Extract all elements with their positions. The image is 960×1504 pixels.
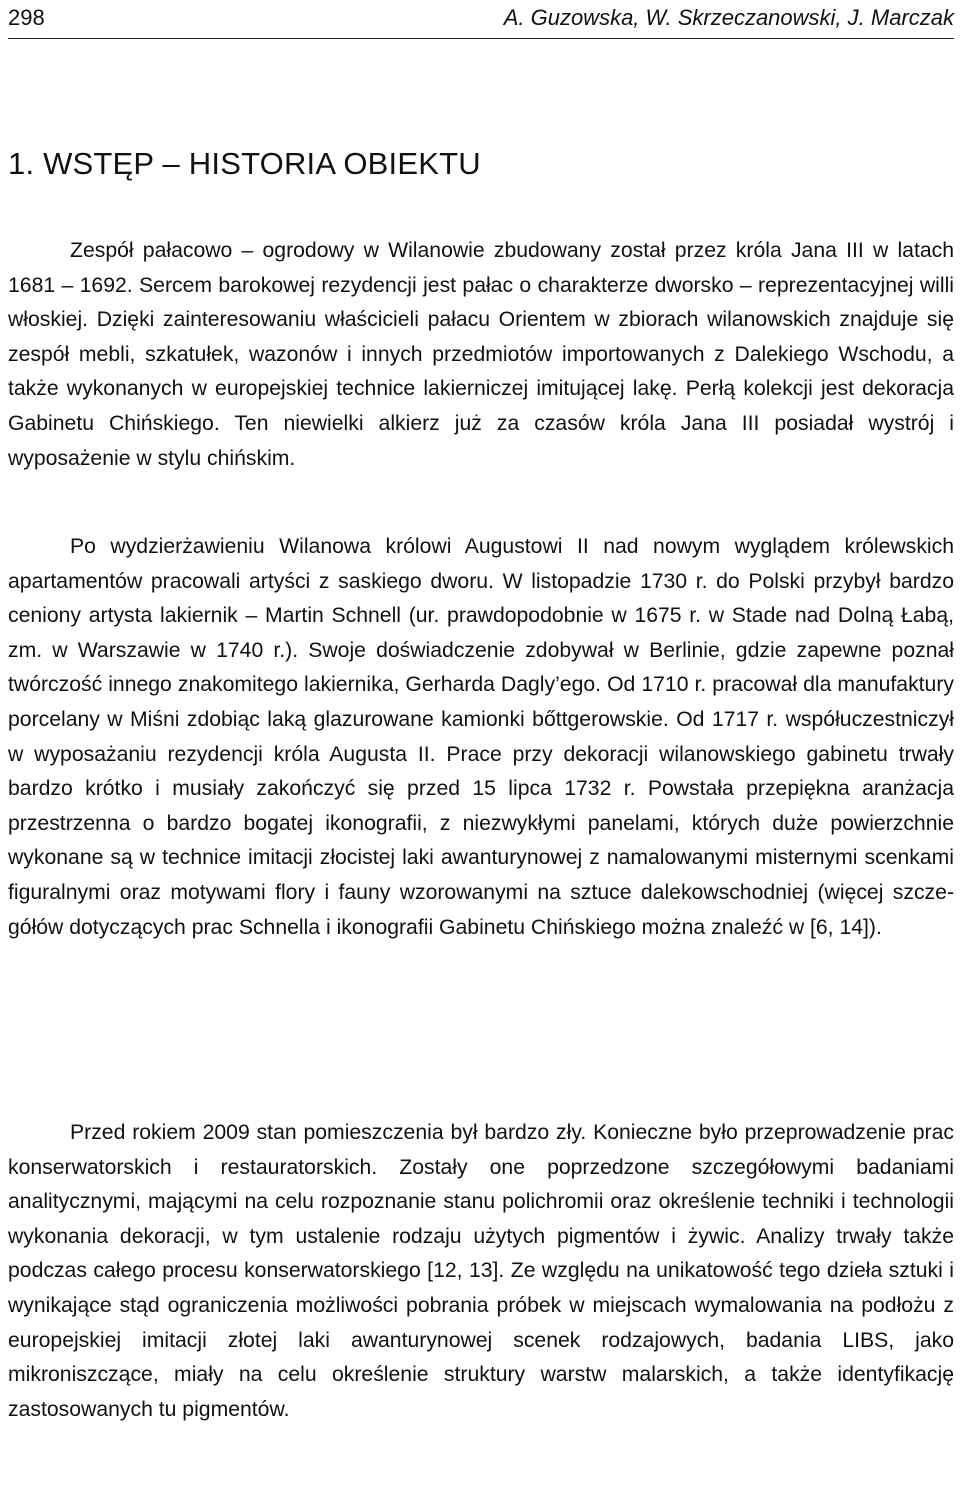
running-header <box>8 4 954 39</box>
paragraph-history: Po wydzierżawieniu Wilanowa królowi Augustowi II nad nowym wyglądem królewskich apartamentów pracowali artyści z saskiego dworu. W listopadzie 1730 r. do Polski przybył bardzo ceniony artysta lakiernik – Martin Schnell (ur. prawdopodobnie w 1675 r. w Stade nad Dolną Łabą, zm. w Warszawie w 1740 r.). Swoje doświadczenie zdobywał w Berlinie, gdzie zapewne poznał twórczość innego znakomitego lakiernika, Gerharda Dagly’ego. Od 1710 r. pracował dla manufaktury porcelany w Miśni zdobiąc laką glazurowane kamionki bőttgerowskie. Od 1717 r. współuczestniczył w wyposażaniu rezydencji króla Augusta II. Prace przy dekoracji wilanowskiego gabinetu trwały bardzo krótko i musiały zakończyć się przed 15 lipca 1732 r. Powstała przepiękna aranżacja przestrzenna o bardzo bogatej ikonografii, z niezwykłymi panelami, których duże powierzchnie wykonane są w technice imitacji złocistej laki awanturynowej z namalowanymi misternymi scenkami figuralnymi oraz motywami flory i fauny wzorowanymi na sztuce dalekowschodniej (więcej szczegółów dotyczących prac Schnella i ikonografii Gabinetu Chińskiego można znaleźć w [6, 14]). <box>8 535 954 939</box>
page-number: 298 <box>8 5 45 30</box>
paragraph-conservation: Przed rokiem 2009 stan pomieszczenia był bardzo zły. Konieczne było przeprowadzenie prac konserwatorskich i restauratorskich. Zostały one poprzedzone szczegółowymi badaniami analitycznymi, mającymi na celu rozpoznanie stanu polichromii oraz określenie techniki i technologii wykonania dekoracji, w tym ustalenie rodzaju użytych pigmentów i żywic. Analizy trwały także podczas całego procesu konserwatorskiego [12, 13]. Ze względu na unikatowość tego dzieła sztuki i wynikające stąd ograniczenia możliwości pobrania próbek w miejscach wymalowania na podłożu z europejskiej imitacji złotej laki awanturynowej scenek rodzajowych, badania LIBS, jako mikroniszczące, miały na celu określenie struktury warstw malarskich, a także identyfikację zastosowanych tu pigmentów. <box>8 1121 954 1421</box>
section-heading: 1. WSTĘP – HISTORIA OBIEKTU <box>8 146 481 181</box>
running-header-authors: A. Guzowska, W. Skrzeczanowski, J. Marczak <box>503 5 954 30</box>
paragraph-intro: Zespół pałacowo – ogrodowy w Wilanowie zbudowany został przez króla Jana III w latach 1681 – 1692. Sercem barokowej rezydencji jest pałac o charakterze dworsko – reprezentacyjnej willi włoskiej. Dzięki zainteresowaniu właścicieli pałacu Orientem w zbiorach wilanowskich znajduje się zespół mebli, szkatułek, wazonów i innych przedmiotów importowanych z Dalekiego Wschodu, a także wykonanych w europejskiej technice lakierniczej imitującej lakę. Perłą kolekcji jest dekoracja Gabinetu Chińskiego. Ten niewielki alkierz już za czasów króla Jana III posiadał wystrój i wyposażenie w stylu chińskim. <box>8 239 954 470</box>
